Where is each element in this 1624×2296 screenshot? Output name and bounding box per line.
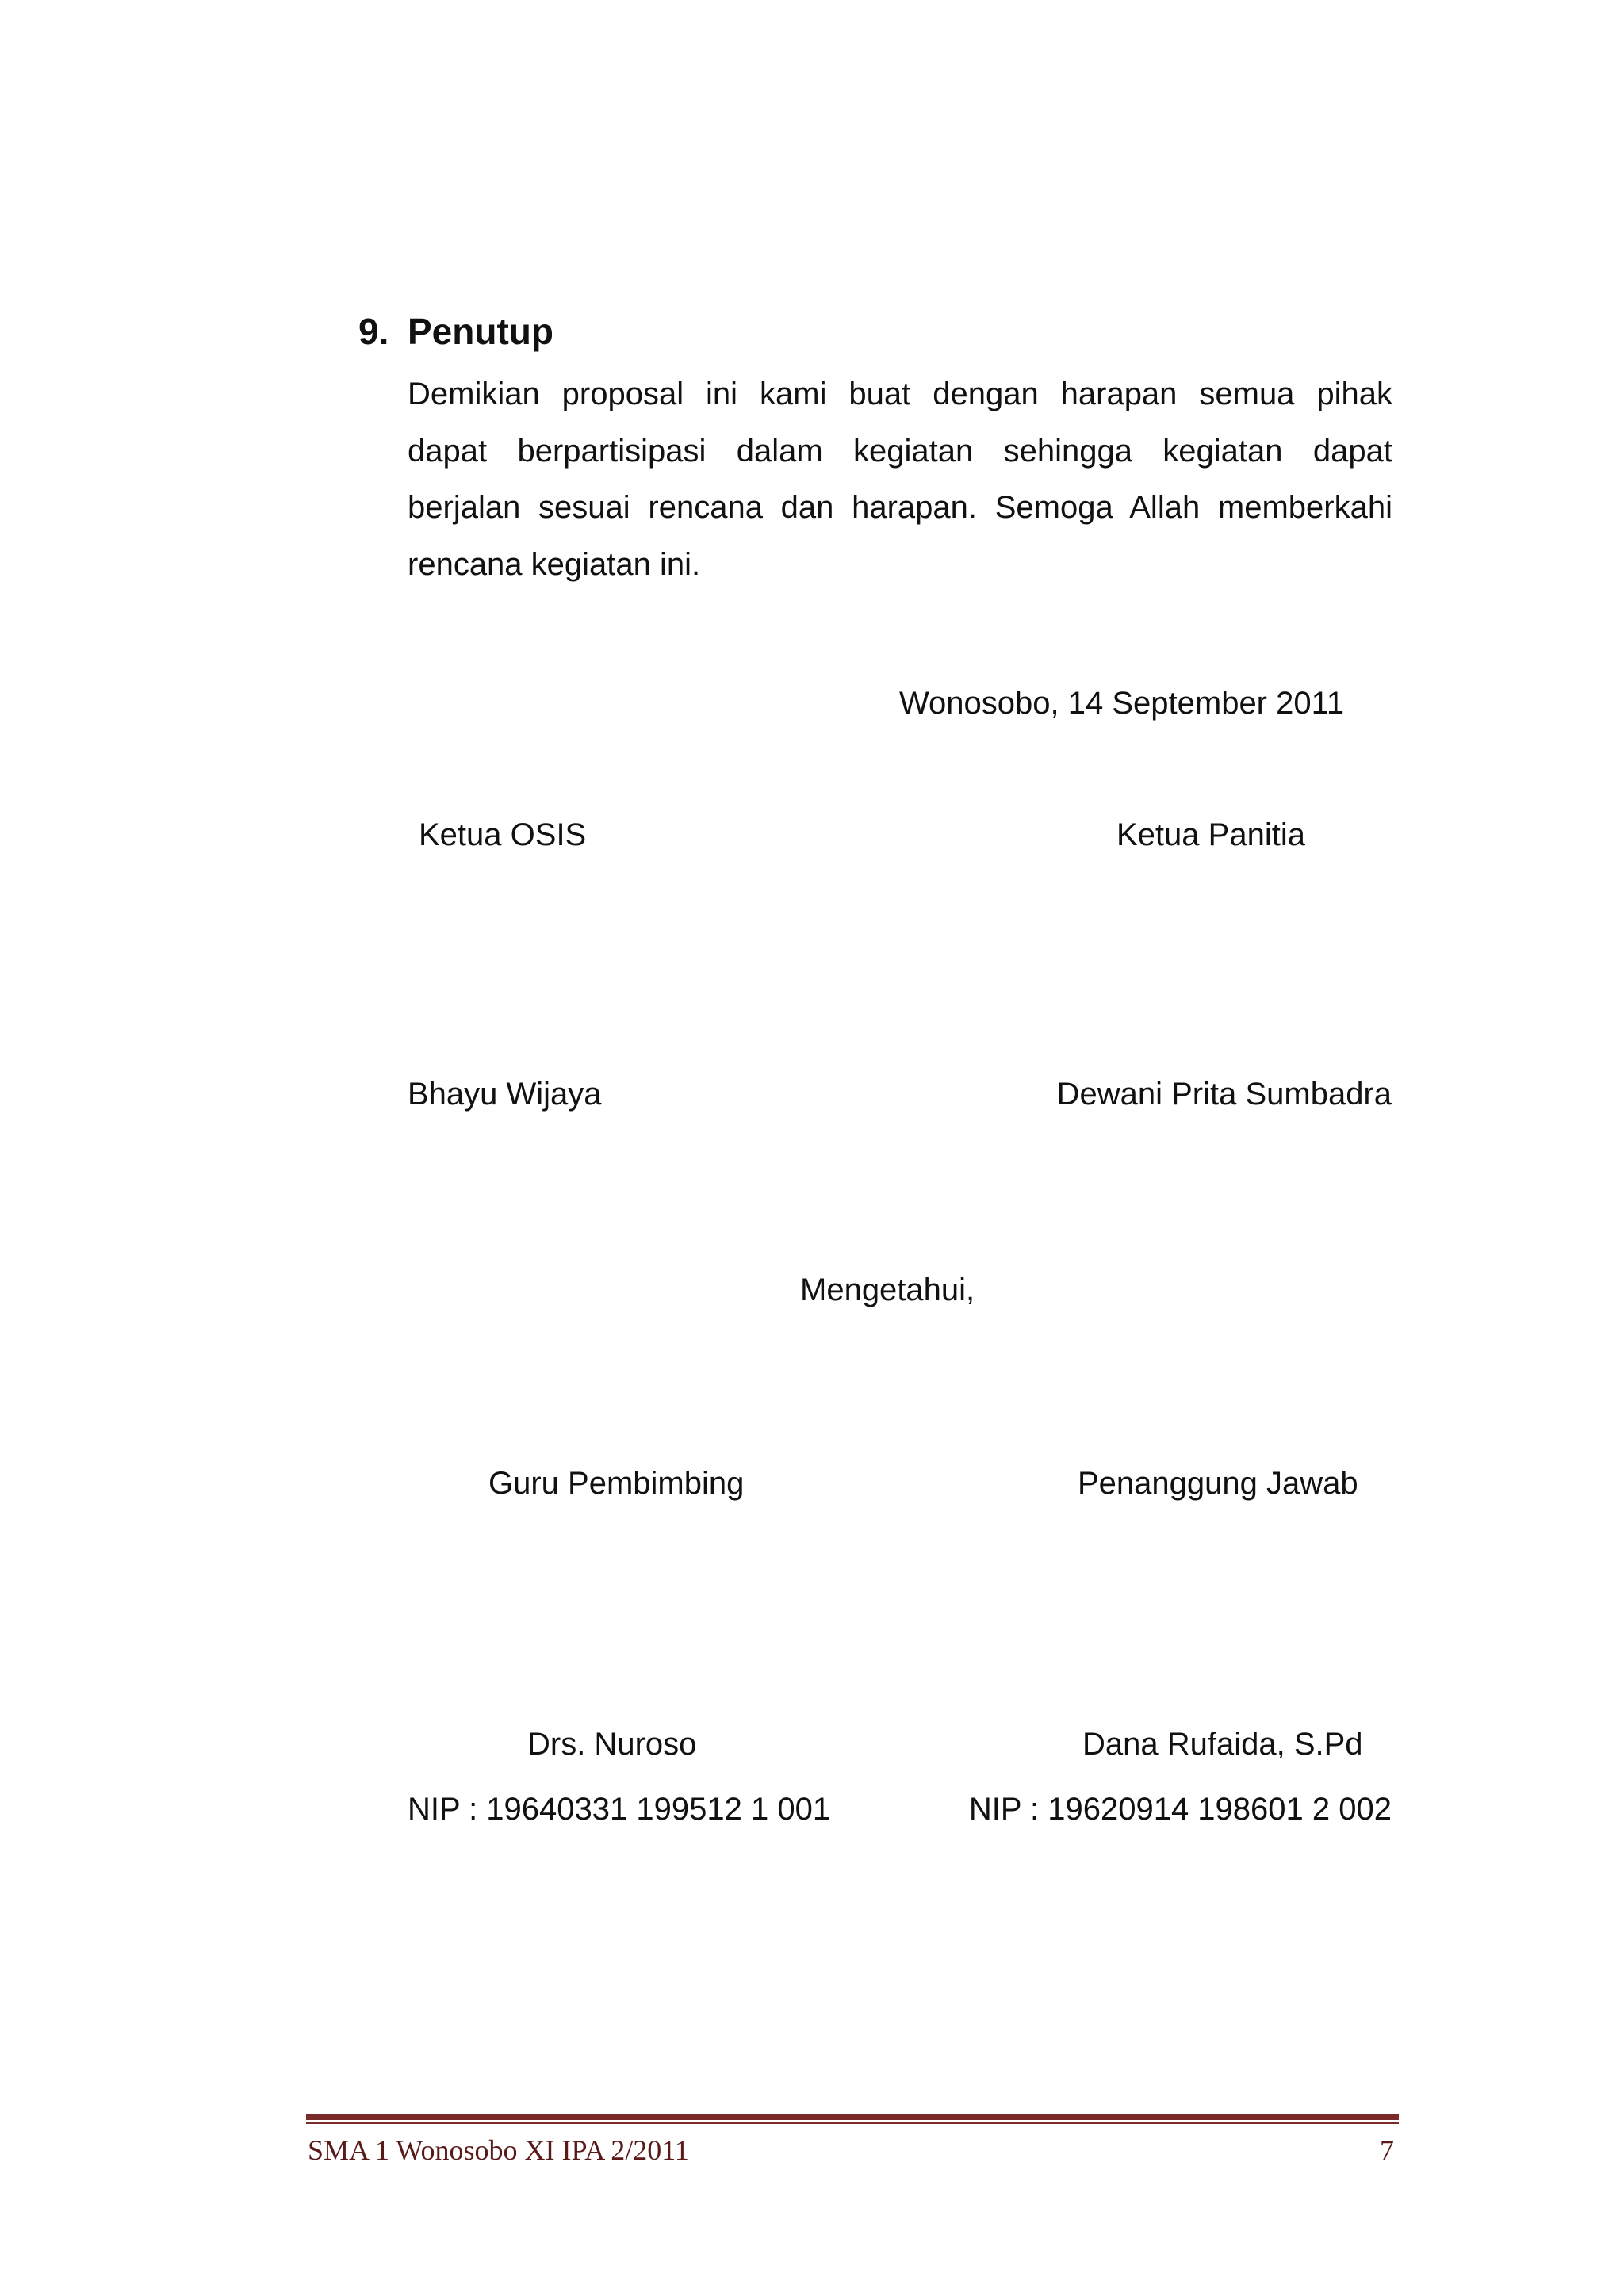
footer-rule-thin (306, 2122, 1399, 2124)
footer-page-number: 7 (1380, 2134, 1394, 2166)
approver-left-nip: NIP : 19640331 199512 1 001 (408, 1792, 831, 1827)
acknowledged-label: Mengetahui, (800, 1272, 975, 1307)
paragraph-line: Demikian proposal ini kami buat dengan harapan semua pihak (408, 377, 1392, 411)
paragraph-line: rencana kegiatan ini. (408, 546, 701, 582)
signatory-left-role: Ketua OSIS (419, 817, 587, 852)
approver-right-name: Dana Rufaida, S.Pd (1082, 1727, 1363, 1762)
section-title: Penutup (408, 311, 553, 352)
closing-paragraph (408, 366, 1392, 593)
footer-rule-thick (306, 2114, 1399, 2120)
approver-right-role: Penanggung Jawab (1078, 1466, 1358, 1501)
paragraph-line: dapat berpartisipasi dalam kegiatan sehingga kegiatan dapat (408, 433, 1392, 469)
signatory-right-name: Dewani Prita Sumbadra (1056, 1077, 1392, 1112)
paragraph-line: berjalan sesuai rencana dan harapan. Semoga Allah memberkahi (408, 490, 1392, 525)
approver-left-name: Drs. Nuroso (527, 1727, 697, 1762)
signatory-left-name: Bhayu Wijaya (408, 1077, 602, 1112)
place-date: Wonosobo, 14 September 2011 (899, 686, 1345, 721)
approver-left-role: Guru Pembimbing (488, 1466, 745, 1501)
signatory-right-role: Ketua Panitia (1116, 817, 1305, 852)
approver-right-nip: NIP : 19620914 198601 2 002 (968, 1792, 1392, 1827)
section-number: 9. (358, 311, 389, 352)
footer-school-label: SMA 1 Wonosobo XI IPA 2/2011 (308, 2134, 689, 2166)
